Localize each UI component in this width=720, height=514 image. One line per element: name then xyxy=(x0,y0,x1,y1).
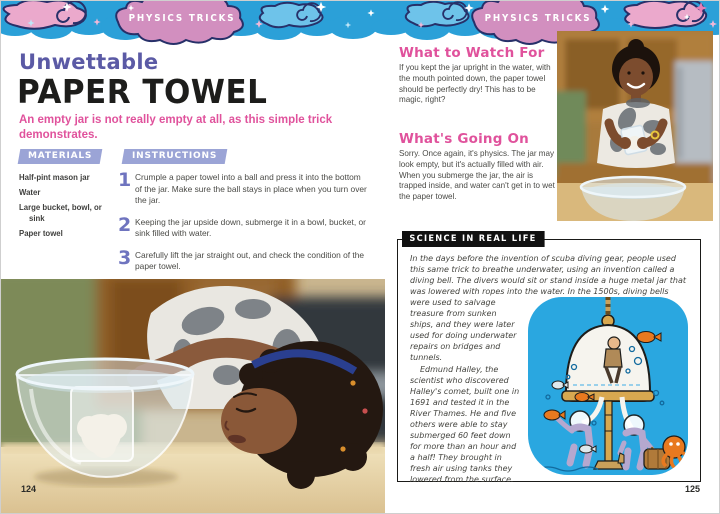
instruction-step xyxy=(118,171,370,207)
step-text: Crumple a paper towel into a ball and press it into the bottom of the jar. Make sure the ball stays in place when you turn over the jar. xyxy=(135,172,367,205)
physics-tricks-badge-right: PHYSICS TRICKS xyxy=(484,13,592,24)
bowl-rim xyxy=(17,359,193,389)
page-number-right: 125 xyxy=(685,484,701,494)
material-item: Half-pint mason jar xyxy=(19,173,90,182)
going-on-body: Sorry. Once again, it's physics. The jar may look empty, but it's actually filled with air. When you submerge the jar, the air is trapped inside, and water can't get in to wet the paper towel. xyxy=(399,149,555,202)
instruction-step xyxy=(118,213,370,240)
pink-swirl-cloud-right xyxy=(625,1,707,28)
instructions-steps xyxy=(118,171,370,273)
instruction-step xyxy=(118,246,370,273)
fish-in-hand xyxy=(544,410,565,420)
trick-title-line2: PAPER TOWEL xyxy=(17,72,268,111)
sea-floor xyxy=(538,467,598,471)
going-on-heading: What's Going On xyxy=(399,131,529,147)
pink-swirl-cloud-left xyxy=(4,1,86,29)
step-text: Carefully lift the jar straight out, and check the condition of the paper towel. xyxy=(135,249,365,271)
child-face xyxy=(221,388,297,454)
instructions-heading: INSTRUCTIONS xyxy=(122,149,228,164)
trick-subtitle: An empty jar is not really empty at all, as this simple trick demonstrates. xyxy=(19,114,333,141)
step-text: Keeping the jar upside down, submerge it in a bowl, bucket, or sink filled with water. xyxy=(135,216,366,238)
step-number: 2 xyxy=(118,213,132,236)
material-item: Large bucket, bowl, or sink xyxy=(19,203,102,223)
watch-for-body: If you kept the jar upright in the water, with the mouth pointed down, the paper towel should be perfectly dry! This has to be magic, right? xyxy=(399,63,551,105)
step-number: 1 xyxy=(118,169,132,191)
step-number: 3 xyxy=(118,246,132,269)
girl-face xyxy=(619,58,653,96)
watch-for-heading: What to Watch For xyxy=(399,45,545,61)
trick-title-line1: Unwettable xyxy=(19,50,159,74)
science-in-real-life-box xyxy=(397,239,701,482)
right-photo-girl-with-jar xyxy=(557,31,713,221)
material-item: Paper towel xyxy=(19,229,63,238)
physics-tricks-badge-left: PHYSICS TRICKS xyxy=(128,13,236,24)
real-life-heading: SCIENCE IN REAL LIFE xyxy=(402,231,545,247)
blue-swirl-cloud-right xyxy=(406,2,469,27)
real-life-paragraph: Edmund Halley, the scientist who discovered Halley's comet, built one in 1691 and tested it in the River Thames. He and five others were able to stay submerged 60 feet down for more than an hour and a half! They brought in fresh air using tanks they lowered from the surface. xyxy=(410,365,520,484)
material-item: Water xyxy=(19,188,41,197)
materials-heading: MATERIALS xyxy=(18,149,103,164)
diver-left xyxy=(544,410,590,465)
materials-list xyxy=(19,172,115,243)
blue-swirl-cloud-left xyxy=(260,3,323,28)
diving-bell-illustration xyxy=(528,297,688,475)
real-life-paragraph: In the days before the invention of scuba diving gear, people used this same trick to breathe underwater, using an invention called a diving bell. The divers would sit or stand inside a huge metal jar that was lowered with ropes into the water. In the 1500s, diving bells were used to salvage treasure from sunken ships, and they were later used for doing underwater repairs on bridges and tunnels. xyxy=(410,254,686,362)
page-number-left: 124 xyxy=(21,484,37,494)
left-photo-child-with-bowl xyxy=(1,279,385,514)
